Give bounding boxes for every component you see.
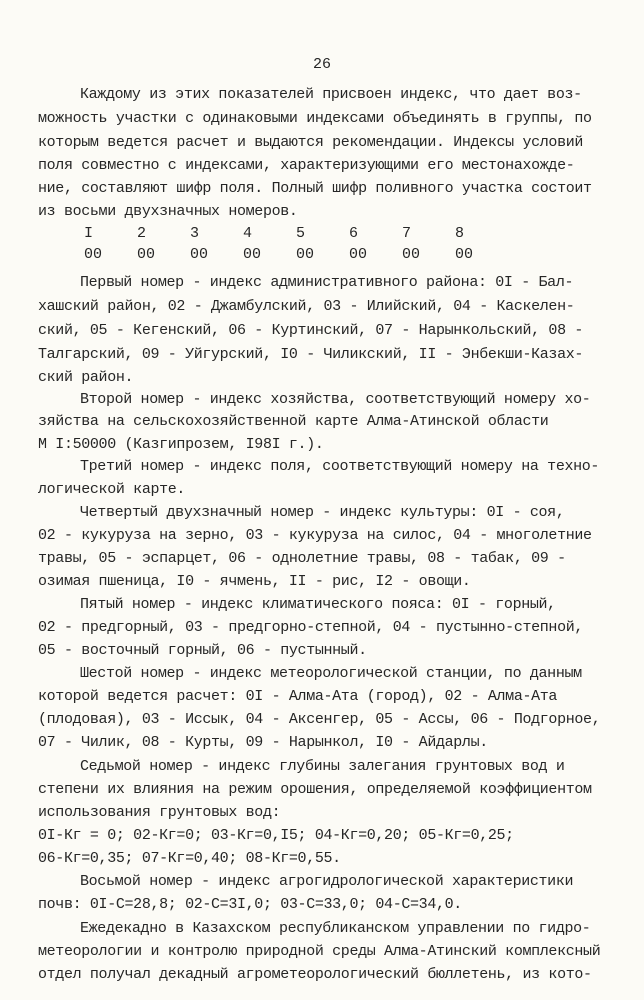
code-zeros: 00	[402, 246, 421, 263]
code-number: 3	[190, 225, 200, 242]
text-line: Каждому из этих показателей присвоен индекс, что дает воз-	[80, 86, 582, 103]
text-line: отдел получал декадный агрометеорологический бюллетень, из кото-	[38, 966, 592, 983]
text-line: Четвертый двухзначный номер - индекс культуры: 0I - соя,	[80, 504, 565, 521]
text-line: степени их влияния на режим орошения, определяемой коэффициентом	[38, 781, 592, 798]
text-line: Второй номер - индекс хозяйства, соответствующий номеру хо-	[80, 391, 591, 408]
text-line: 07 - Чилик, 08 - Курты, 09 - Нарынкол, I0 - Айдарлы.	[38, 734, 488, 751]
text-line: озимая пшеница, I0 - ячмень, II - рис, I2 - овощи.	[38, 573, 471, 590]
text-line: Талгарский, 09 - Уйгурский, I0 - Чиликский, II - Энбекши-Казах-	[38, 346, 584, 363]
text-line: Восьмой номер - индекс агрогидрологической характеристики	[80, 873, 574, 890]
text-line: зяйства на сельскохозяйственной карте Алма-Атинской области	[38, 413, 549, 430]
text-line: 02 - предгорный, 03 - предгорно-степной, 04 - пустынно-степной,	[38, 619, 584, 636]
code-zeros: 00	[137, 246, 156, 263]
text-line: Пятый номер - индекс климатического пояса: 0I - горный,	[80, 596, 556, 613]
text-line: ский район.	[38, 369, 134, 386]
code-zeros: 00	[455, 246, 474, 263]
text-line: (плодовая), 03 - Иссык, 04 - Аксенгер, 05 - Ассы, 06 - Подгорное,	[38, 711, 601, 728]
text-line: Третий номер - индекс поля, соответствующий номеру на техно-	[80, 458, 600, 475]
code-number: 8	[455, 225, 465, 242]
text-line: 0I-Кг = 0; 02-Кг=0; 03-Кг=0,I5; 04-Кг=0,20; 05-Кг=0,25;	[38, 827, 514, 844]
code-zeros: 00	[243, 246, 262, 263]
text-line: Шестой номер - индекс метеорологической станции, по данным	[80, 665, 582, 682]
text-line: 02 - кукуруза на зерно, 03 - кукуруза на силос, 04 - многолетние	[38, 527, 592, 544]
code-number: 6	[349, 225, 359, 242]
text-line: травы, 05 - эспарцет, 06 - однолетние травы, 08 - табак, 09 -	[38, 550, 566, 567]
text-line: ние, составляют шифр поля. Полный шифр поливного участка состоит	[38, 180, 592, 197]
text-line: 05 - восточный горный, 06 - пустынный.	[38, 642, 367, 659]
text-line: поля совместно с индексами, характеризующими его местонахожде-	[38, 157, 575, 174]
text-line: Седьмой номер - индекс глубины залегания грунтовых вод и	[80, 758, 565, 775]
text-line: 06-Кг=0,35; 07-Кг=0,40; 08-Кг=0,55.	[38, 850, 341, 867]
code-zeros: 00	[296, 246, 315, 263]
text-line: почв: 0I-C=28,8; 02-C=3I,0; 03-C=33,0; 04-C=34,0.	[38, 896, 462, 913]
text-line: Ежедекадно в Казахском республиканском управлении по гидро-	[80, 920, 591, 937]
text-line: метеорологии и контролю природной среды Алма-Атинский комплексный	[38, 943, 601, 960]
code-zeros: 00	[349, 246, 368, 263]
code-zeros: 00	[190, 246, 209, 263]
text-line: хашский район, 02 - Джамбулский, 03 - Илийский, 04 - Каскелен-	[38, 298, 575, 315]
code-number: 2	[137, 225, 147, 242]
code-number: I	[84, 225, 94, 242]
code-zeros: 00	[84, 246, 103, 263]
code-number: 5	[296, 225, 306, 242]
code-number: 4	[243, 225, 253, 242]
text-line: ский, 05 - Кегенский, 06 - Куртинский, 07 - Нарынкольский, 08 -	[38, 322, 584, 339]
text-line: которой ведется расчет: 0I - Алма-Ата (город), 02 - Алма-Ата	[38, 688, 558, 705]
text-line: М I:50000 (Казгипрозем, I98I г.).	[38, 436, 324, 453]
text-line: Первый номер - индекс административного района: 0I - Бал-	[80, 274, 574, 291]
code-number: 7	[402, 225, 412, 242]
text-line: можность участки с одинаковыми индексами объединять в группы, по	[38, 110, 592, 127]
page-number: 26	[312, 56, 331, 73]
text-line: использования грунтовых вод:	[38, 804, 281, 821]
text-line: которым ведется расчет и выдаются рекомендации. Индексы условий	[38, 134, 584, 151]
text-line: из восьми двухзначных номеров.	[38, 203, 298, 220]
text-line: логической карте.	[38, 481, 186, 498]
